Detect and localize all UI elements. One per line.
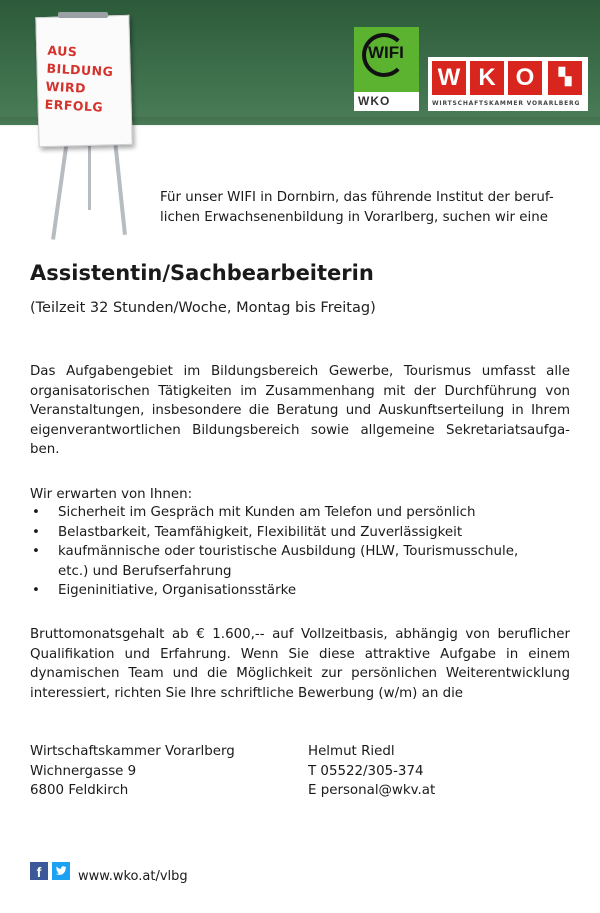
description-line: ben. [30, 442, 60, 457]
flipchart-line: ERFOLG [44, 96, 104, 115]
flipchart-line: AUS [47, 42, 78, 60]
salary-line: Bruttomonatsgehalt ab € 1.600,-- auf Vollzeitbasis, abhängig von beruflicher [30, 627, 570, 642]
intro-line: lichen Erwachsenenbildung in Vorarlberg, suchen wir eine [160, 209, 548, 225]
expectations-heading: Wir erwarten von Ihnen: [30, 487, 193, 502]
website-link[interactable]: www.wko.at/vlbg [78, 869, 188, 884]
easel-leg-right [113, 140, 127, 235]
expectations-list [30, 503, 570, 601]
job-title: Assistentin/Sachbearbeiterin [30, 261, 374, 285]
list-item: • Sicherheit im Gespräch mit Kunden am Telefon und persönlich [30, 503, 570, 523]
flipchart-illustration [0, 0, 150, 250]
contact-block [308, 742, 435, 801]
wifi-logo-sub: WKO [358, 94, 391, 108]
salary-line: Qualifikation und Erfahrung. Wenn Sie diese attraktive Aufgabe in einem [30, 646, 570, 662]
easel-leg-left [51, 140, 69, 240]
description-line: Das Aufgabengebiet im Bildungsbereich Gewerbe, Tourismus umfasst alle [30, 364, 570, 379]
address-line: Wichnergasse 9 [30, 763, 137, 779]
contact-name: Helmut Riedl [308, 744, 395, 759]
intro-line: Für unser WIFI in Dornbirn, das führende Institut der beruf- [160, 190, 554, 205]
twitter-icon[interactable] [52, 862, 70, 880]
contact-email[interactable]: E personal@wkv.at [308, 783, 436, 798]
wifi-logo-word: WIFI [368, 43, 404, 62]
salary-text [30, 625, 570, 703]
flipchart-clip [58, 12, 108, 18]
wko-tagline: WIRTSCHAFTSKAMMER VORARLBERG [432, 100, 581, 107]
wko-letter-o: O [508, 61, 542, 95]
address-block [30, 742, 235, 801]
salary-line: interessiert, richten Sie Ihre schriftliche Bewerbung (w/m) an die [30, 685, 464, 701]
facebook-icon[interactable]: f [30, 862, 48, 880]
list-item: • Eigeninitiative, Organisationsstärke [30, 581, 570, 601]
job-subtitle: (Teilzeit 32 Stunden/Woche, Montag bis Freitag) [30, 300, 376, 316]
intro-text [160, 188, 580, 227]
wko-logo [428, 57, 588, 111]
address-line: Wirtschaftskammer Vorarlberg [30, 744, 235, 759]
wko-letter-w: W [432, 61, 466, 95]
coat-of-arms-icon: ▚ [548, 61, 582, 95]
description-line: eigenverantwortlichen Bildungsbereich sowie allgemeine Sekretariatsaufga- [30, 422, 570, 438]
flipchart-text [44, 42, 138, 119]
flipchart-line: WIRD [45, 78, 87, 96]
wifi-logo-background [354, 27, 419, 92]
job-description [30, 362, 570, 460]
address-line: 6800 Feldkirch [30, 783, 129, 798]
flipchart-line: BILDUNG [46, 60, 114, 80]
salary-line: dynamischen Team und die Möglichkeit zur persönlichen Weiterentwicklung [30, 666, 570, 681]
wifi-logo [354, 27, 419, 111]
description-line: Veranstaltungen, insbesondere die Beratung und Auskunftserteilung in Ihrem [30, 403, 570, 418]
twitter-bird-icon [52, 862, 70, 880]
wko-letter-k: K [470, 61, 504, 95]
description-line: organisatorischen Tätigkeiten im Zusammenhang mit der Durchführung von [30, 383, 570, 399]
list-item: • Belastbarkeit, Teamfähigkeit, Flexibilität und Zuverlässigkeit [30, 523, 570, 543]
contact-phone: T 05522/305-374 [308, 763, 424, 779]
easel-leg-back [88, 140, 91, 210]
list-item: • kaufmännische oder touristische Ausbildung (HLW, Tourismusschule, etc.) und Berufserfahrung [30, 542, 528, 581]
